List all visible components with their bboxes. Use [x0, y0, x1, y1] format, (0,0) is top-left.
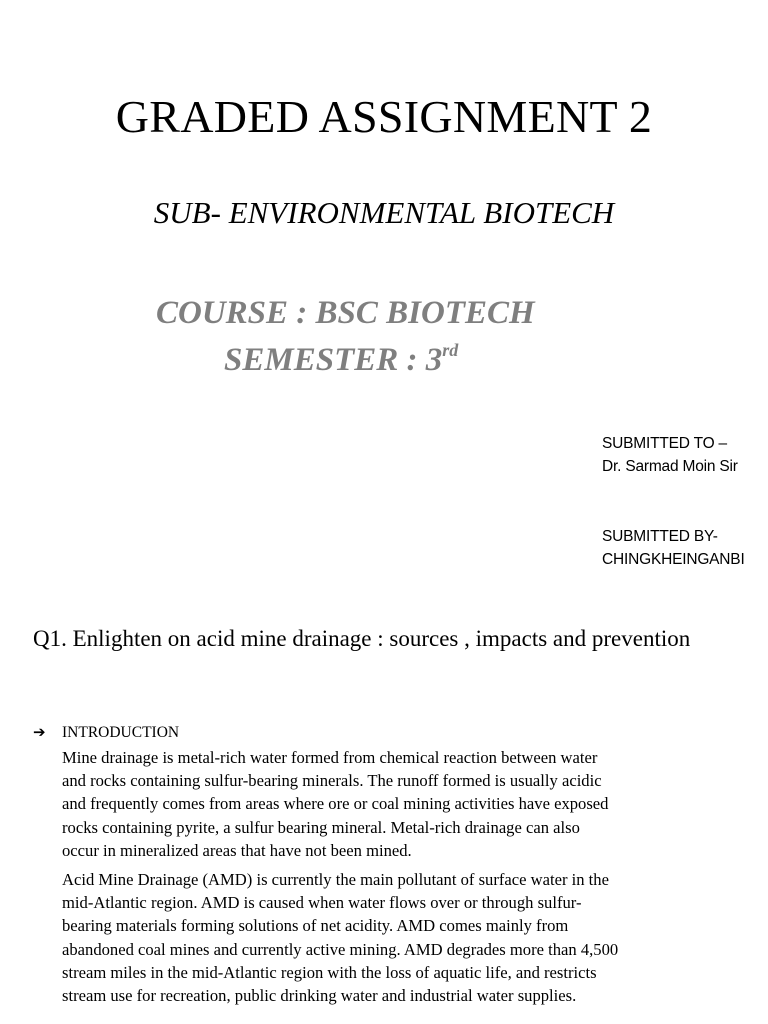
intro-heading-row — [33, 722, 179, 744]
submitted-by-name: CHINGKHEINGANBI — [602, 551, 745, 568]
semester-line — [224, 340, 458, 380]
semester-suffix: rd — [442, 340, 459, 360]
submitted-to-name: Dr. Sarmad Moin Sir — [602, 458, 738, 475]
intro-paragraph-1: Mine drainage is metal-rich water formed from chemical reaction between water and rocks containing sulfur-bearing minerals. The runoff formed is usually acidic and frequently comes from areas where ore or coal mining activities have exposed rocks containing pyrite, a sulfur bearing mineral. Metal-rich drainage can also occur in mineralized areas that have not been mined. — [62, 748, 609, 860]
intro-paragraph-2: Acid Mine Drainage (AMD) is currently the main pollutant of surface water in the mid-Atlantic region. AMD is caused when water flows over or through sulfur- bearing materials forming solutions of net acidity. AMD comes mainly from abandoned coal mines and currently active mining. AMD degrades more than 4,500 stream miles in the mid-Atlantic region with the loss of aquatic life, and restricts stream use for recreation, public drinking water and industrial water supplies. — [62, 870, 619, 1006]
intro-heading: INTRODUCTION — [62, 724, 180, 741]
question-heading: Q1. Enlighten on acid mine drainage : sources , impacts and prevention — [33, 626, 691, 651]
submitted-to-block — [602, 432, 738, 478]
semester-text: SEMESTER : 3 — [224, 342, 443, 378]
submitted-by-label: SUBMITTED BY- — [602, 528, 718, 545]
document-title: GRADED ASSIGNMENT 2 — [115, 91, 653, 142]
arrow-bullet-icon: ➔ — [33, 725, 46, 741]
submitted-to-label: SUBMITTED TO – — [602, 435, 727, 452]
subject-subtitle: SUB- ENVIRONMENTAL BIOTECH — [153, 195, 615, 230]
course-line: COURSE : BSC BIOTECH — [156, 295, 535, 331]
submitted-by-block — [602, 525, 745, 571]
